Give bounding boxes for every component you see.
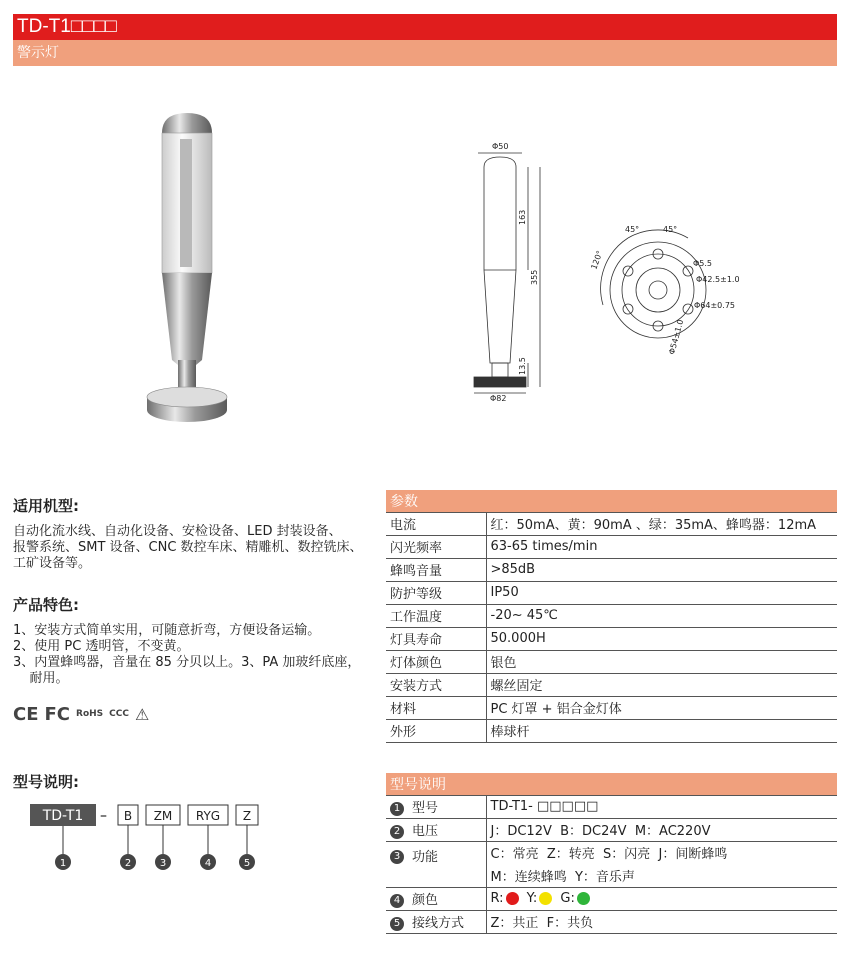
green-dot-icon [577,892,590,905]
table-row: 蜂鸣音量 >85dB [386,558,837,581]
product-title-bar [13,14,837,40]
model-table-header-label: 型号说明 [386,773,837,795]
row-number-icon: 5 [390,917,404,931]
model-box-b: B [123,809,133,823]
applicable-text: 自动化流水线、自动化设备、安检设备、LED 封装设备、 报警系统、SMT 设备、CNC 数控车床、精雕机、数控铣床、 工矿设备等。 [13,524,363,571]
dim-13-5: 13.5 [518,357,527,375]
table-row: M：连续蜂鸣 Y：音乐声 [386,864,837,887]
fc-mark-icon: FC [44,703,71,725]
dimension-drawing [468,135,838,405]
table-row: 电流 红：50mA、黄：90mA 、绿：35mA、蜂鸣器：12mA [386,512,837,535]
model-box-zm: ZM [153,809,173,823]
table-row: 灯具寿命 50.000H [386,627,837,650]
features-list [13,623,373,687]
model-box-ryg: RYG [195,809,221,823]
feature-item: 2、使用 PC 透明管，不变黄。 [13,639,190,654]
table-row: 灯体颜色 银色 [386,650,837,673]
table-row: 外形 棒球杆 [386,719,837,742]
certification-logos [13,702,149,726]
model-num-2: 2 [124,858,132,869]
dim-angle-120: 120° [589,249,605,271]
model-table [386,773,837,934]
model-code-diagram [30,802,270,882]
feature-item: 耐用。 [13,671,69,686]
product-subtitle-bar [13,40,837,66]
ccc-mark-icon: CCC [109,709,129,719]
dim-angle-45b: 45° [663,225,678,234]
model-num-4: 4 [204,858,212,869]
parameters-table [386,490,837,743]
model-table-header [386,773,837,795]
parameters-header [386,490,837,512]
dim-base-diameter: Φ82 [490,394,507,403]
dim-163: 163 [518,209,527,225]
model-num-3: 3 [159,858,167,869]
product-subtitle: 警示灯 [17,45,59,61]
model-base-code: TD-T1 [42,808,84,824]
product-description [13,495,373,687]
table-row: 3 功能 C：常亮 Z：转亮 S：闪亮 J：间断蜂鸣 [386,841,837,864]
dim-355: 355 [530,269,539,285]
applicable-title: 适用机型: [13,497,79,515]
parameters-header-label: 参数 [386,490,837,512]
dim-hole: Φ5.5 [693,259,713,268]
product-title: TD-T1□□□□ [17,16,117,37]
features-title: 产品特色: [13,596,79,614]
dim-pcd-42-5: Φ42.5±1.0 [696,275,740,284]
dim-top-diameter: Φ50 [492,142,509,151]
model-dash: – [100,808,107,824]
table-row: 防护等级 IP50 [386,581,837,604]
table-row: 安装方式 螺丝固定 [386,673,837,696]
row-number-icon: 2 [390,825,404,839]
yellow-dot-icon [539,892,552,905]
ce-mark-icon: CE [13,703,39,725]
model-num-1: 1 [59,858,67,869]
product-photo [140,105,240,435]
row-number-icon: 3 [390,850,404,864]
dim-angle-45a: 45° [625,225,640,234]
table-row: 5 接线方式 Z：共正 F：共负 [386,910,837,933]
table-row: 4 颜色 R: Y: G: [386,887,837,910]
model-num-5: 5 [243,858,251,869]
row-number-icon: 1 [390,802,404,816]
red-dot-icon [506,892,519,905]
table-row: 材料 PC 灯罩 + 铝合金灯体 [386,696,837,719]
table-row: 2 电压 J：DC12V B：DC24V M：AC220V [386,818,837,841]
warning-triangle-icon: ⚠ [135,704,150,724]
row-number-icon: 4 [390,894,404,908]
dim-pcd-64: Φ64±0.75 [694,301,735,310]
model-box-z: Z [242,809,252,823]
feature-item: 3、内置蜂鸣器，音量在 85 分贝以上。3、PA 加玻纤底座， [13,655,361,670]
table-row: 1 型号 TD-T1- □□□□□ [386,795,837,818]
model-explain-title: 型号说明: [13,773,79,791]
color-options: R: Y: G: [486,887,837,910]
table-row: 闪光频率 63-65 times/min [386,535,837,558]
rohs-mark-icon: RoHS [76,709,104,719]
feature-item: 1、安装方式简单实用，可随意折弯，方便设备运输。 [13,623,321,638]
table-row: 工作温度 -20~ 45℃ [386,604,837,627]
dim-pcd-54: Φ54±1.0 [667,318,686,356]
